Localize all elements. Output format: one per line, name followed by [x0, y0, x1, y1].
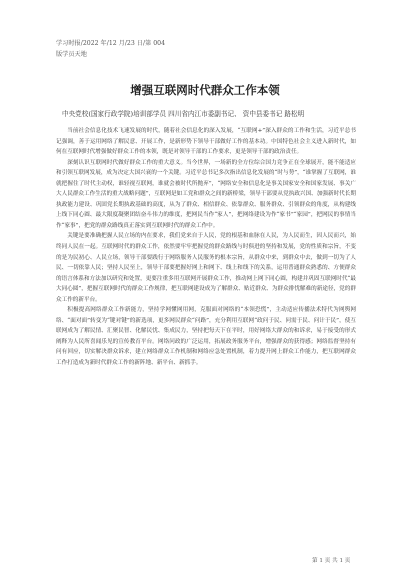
article-title: 增强互联网时代群众工作本领 [130, 83, 280, 97]
article-author: 中央党校(国家行政学院)培训部学员 四川省内江市委副书记、 资中县委书记 路松明 [62, 110, 305, 118]
paragraph-1: 当前社会信息化技术飞速发展的时代，随着社会信息化的深入发展，“互联网+”深入群众的工作和生活，习近平总书记强调，善于运用网络了解民意、开展工作，是新形势下领导干部做好工作的基本功。中国特色社会主义进入新时代，如何在互联网时代增强做好群众工作的本领，既是对领导干部的工作要求，更是领导干部的政治责任。 [56, 128, 356, 156]
source-line-1: 学习时报/2022 年/12 月/23 日/第 004 [56, 40, 166, 47]
page-number: 第 1 页 共 1 页 [312, 558, 351, 564]
source-line-2: 版学员天地 [56, 51, 87, 58]
paragraph-4: 积极提高网络群众工作新能力，坚持学网懂网用网，克服面对网络的“本领恐慌”，主动适应传播法术特代为网舆网络、“面对面”转变为“键对键”的新选项，更多网民群众“问路”，充分利用互联网“政问于民、问需于民、问计于民”，使互联网成为了解民情、汇聚民智、化解民忧、集成民力，坚持把每天下在平时，用好网络大群众的和诉求，易于接受的形式阐释为人民所喜闻乐见的宣传教育平台。网络问政的广泛运用，拓展政务服务平台，增强群众的获得感；网络监督坚持有问有回应，切实解决群众诉求，建立网络群众工作机制和网络应急处置机制，着力提升网上群众工作能力，把互联网群众工作打造成为新时代群众工作的新阵地、新平台、新抓手。 [56, 307, 356, 367]
paragraph-2: 深刻认识互联网时代做好群众工作的重大意义。当今世界，一场新的全方位综合国力竞争正在全球展开，能不能适应和引领互联网发展，成为决定大国兴衰的一个关键。习近平总书记多次指出信息化发展的“时与势”，“谁掌握了互联网，谁就把握住了时代主动权，谁轻视互联网，谁就会被时代所抛弃”，“网络安全和信息化是事关国家安全和国家发展、事关广大人民群众工作生活的重大战略问题”，互联网是如工党和群众之间的新桥梁，领导干部要从党执政兴国、加强新时代长期执政能力建设、巩固党长期执政基础的高度，从为了群众、相信群众、依靠群众、服务群众、引领群众的角度，从构建线上线下同心圆、最大限度凝聚团结奋斗伟力的维度，把网民当作“家人”，把网络建设为作“家书”“家园”，把网民的事情当作“家事”，把党的群众路线真正落实到互联网时代的群众工作中。 [56, 159, 356, 229]
paragraph-3: 关键是要准确把握人民立场的内在要求，我们党来自于人民，党的根基和血脉在人民，为人民而生，因人民而兴，始终同人民在一起。互联网时代的群众工作，依然要牢牢把握党的群众路线与时俱进的坚持和发展，党的性质和宗旨，不变的是为民初心、人民立场，领导干部要践行于网络服务人民服务的根本宗旨，从群众中来，到群众中去，做到一切为了人民、一切依靠人民；坚持人民至上，领导干部要把握好网上和网下、线上和线下的关系，运用普通群众熟悉的、方便群众的语言体系和方法加以研究和处置，更要注重多用互联网开展群众工作，推动网上网下同心圆，构建并巩固互联网时代“最大同心圆”，把握互联网时代的群众工作规律，把互联网建设成为了解群众、贴近群众、为群众排忧解难的新途径，党的群众工作的新平台。 [56, 233, 356, 303]
article-body [56, 126, 356, 369]
source-meta [56, 38, 165, 60]
